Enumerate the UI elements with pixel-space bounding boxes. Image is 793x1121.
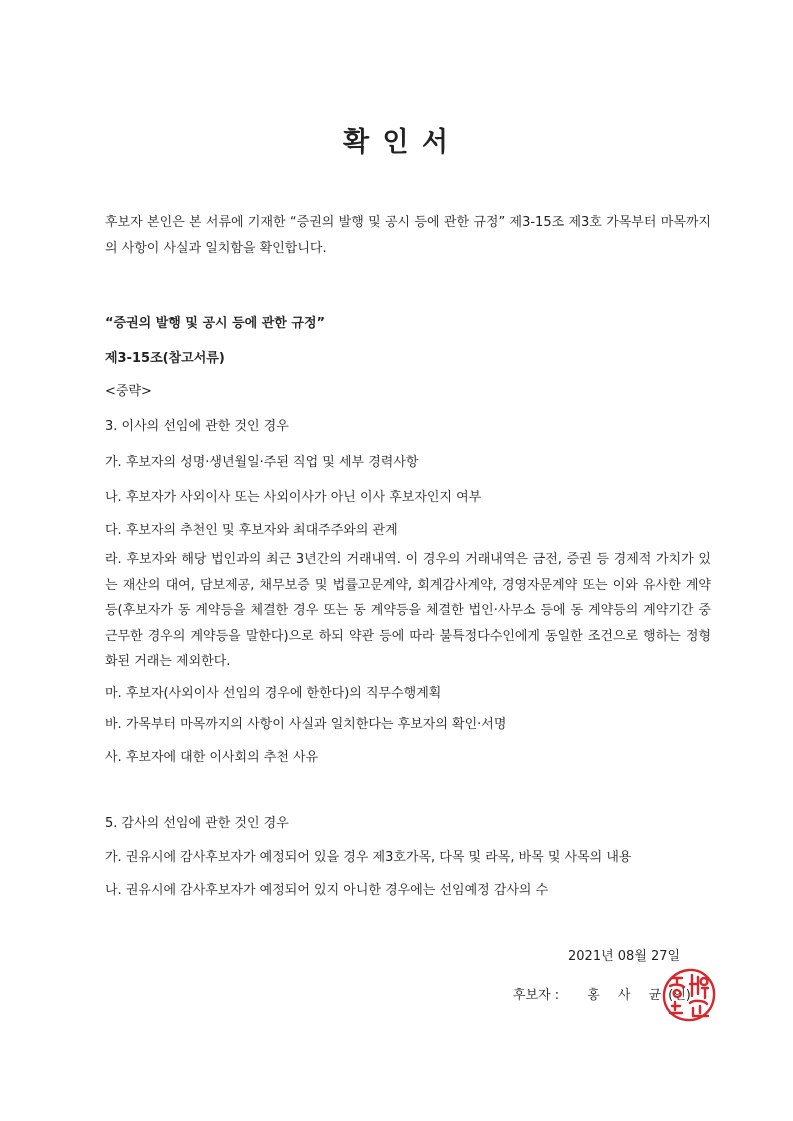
- section3-item-da: 다. 후보자의 추천인 및 후보자와 최대주주와의 관계: [105, 523, 398, 538]
- section3-item-ga: 가. 후보자의 성명·생년월일·주된 직업 및 세부 경력사항: [105, 455, 419, 470]
- intro-paragraph: 후보자 본인은 본 서류에 기재한 “증권의 발행 및 공시 등에 관한 규정” 제3-15조 제3호 가목부터 마목까지의 사항이 사실과 일치함을 확인합니다.: [105, 215, 711, 256]
- seal-mark-text: (인): [668, 988, 691, 1003]
- section3-item-na: 나. 후보자가 사외이사 또는 사외이사가 아닌 이사 후보자인지 여부: [105, 490, 482, 505]
- article-title: 제3-15조(참고서류): [105, 351, 225, 366]
- section5-item-ga: 가. 권유시에 감사후보자가 예정되어 있을 경우 제3호가목, 다목 및 라목, 바목 및 사목의 내용: [105, 850, 632, 865]
- section3-item-ba: 바. 가목부터 마목까지의 사항이 사실과 일치한다는 후보자의 확인·서명: [105, 717, 507, 732]
- signer-label: 후보자 :: [513, 988, 560, 1003]
- section3-item-ra: 라. 후보자와 해당 법인과의 최근 3년간의 거래내역. 이 경우의 거래내역은 금전, 증권 등 경제적 가치가 있는 재산의 대여, 담보제공, 채무보증 및 법률고문계약, 회계감사계약, 경영자문계약 또는 이와 유사한 계약등(후보자가 동 계약등을 체결한 경우 또는 동 계약등을 체결한 법인·사무소 등에 동 계약등의 계약기간 중 근무한 경우의 계약등을 말한다)으로 하되 약관 등에 따라 불특정다수인에게 동일한 조건으로 행하는 정형화된 거래는 제외한다.: [105, 552, 711, 669]
- section3-item-sa: 사. 후보자에 대한 이사회의 추천 사유: [105, 750, 319, 765]
- seal-stamp-icon: [660, 966, 718, 1024]
- document-title: 확 인 서: [342, 127, 451, 158]
- section5-item-na: 나. 권유시에 감사후보자가 예정되어 있지 아니한 경우에는 선임예정 감사의 수: [105, 883, 549, 898]
- signer-name: 홍 사 균: [587, 988, 669, 1003]
- section3-heading: 3. 이사의 선임에 관한 것인 경우: [105, 419, 289, 434]
- document-date: 2021년 08월 27일: [568, 949, 681, 964]
- regulation-title: “증권의 발행 및 공시 등에 관한 규정”: [105, 316, 326, 331]
- section3-item-ma: 마. 후보자(사외이사 선임의 경우에 한한다)의 직무수행계획: [105, 686, 442, 701]
- omitted-marker: <중략>: [105, 384, 152, 399]
- section5-heading: 5. 감사의 선임에 관한 것인 경우: [105, 816, 289, 831]
